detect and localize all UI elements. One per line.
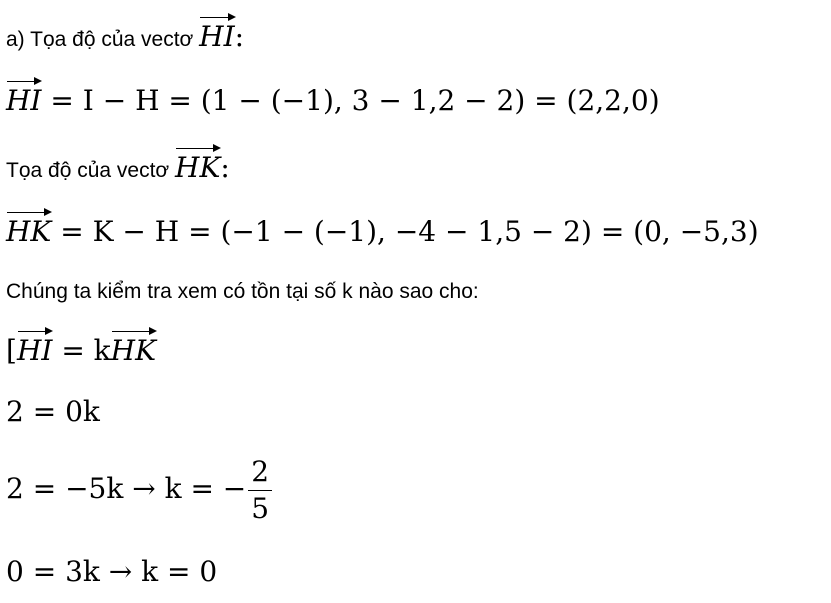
equals-k: = k <box>52 334 111 367</box>
fraction-numerator: 2 <box>248 458 272 491</box>
fraction-denominator: 5 <box>251 492 270 525</box>
heading-text: Tọa độ của vectơ <box>6 159 176 182</box>
open-bracket: [ <box>6 334 17 367</box>
equation-y-component <box>6 455 272 525</box>
heading-text: a) Tọa độ của vectơ <box>6 28 200 51</box>
equation-hi-expression: = I − H = (1 − (−1), 3 − 1,2 − 2) = (2,2,0) <box>41 84 660 117</box>
vector-hi-symbol: HI <box>17 330 52 367</box>
equation-hk-expression: = K − H = (−1 − (−1), −4 − 1,5 − 2) = (0, −5,3) <box>51 215 759 248</box>
heading-vector-hi <box>6 16 244 53</box>
heading-vector-hk <box>6 147 230 184</box>
vector-hk-symbol: HK <box>6 211 51 248</box>
equation-x-component: 2 = 0k <box>6 395 100 428</box>
heading-colon: : <box>220 151 230 184</box>
equation-hi <box>6 80 660 117</box>
heading-colon: : <box>234 20 245 53</box>
check-statement: Chúng ta kiểm tra xem có tồn tại số k nào sao cho: <box>6 280 479 303</box>
equation-hk <box>6 211 759 248</box>
vector-hk-symbol: HK <box>111 330 156 367</box>
fraction-two-fifths <box>248 455 272 525</box>
equation-z-component: 0 = 3k → k = 0 <box>6 555 218 588</box>
collinear-equation <box>6 330 156 367</box>
vector-hk-symbol: HK <box>175 147 220 184</box>
equation-y-expression: 2 = −5k → k = − <box>6 472 247 505</box>
vector-hi-symbol: HI <box>199 16 234 53</box>
vector-hi-symbol: HI <box>6 80 41 117</box>
